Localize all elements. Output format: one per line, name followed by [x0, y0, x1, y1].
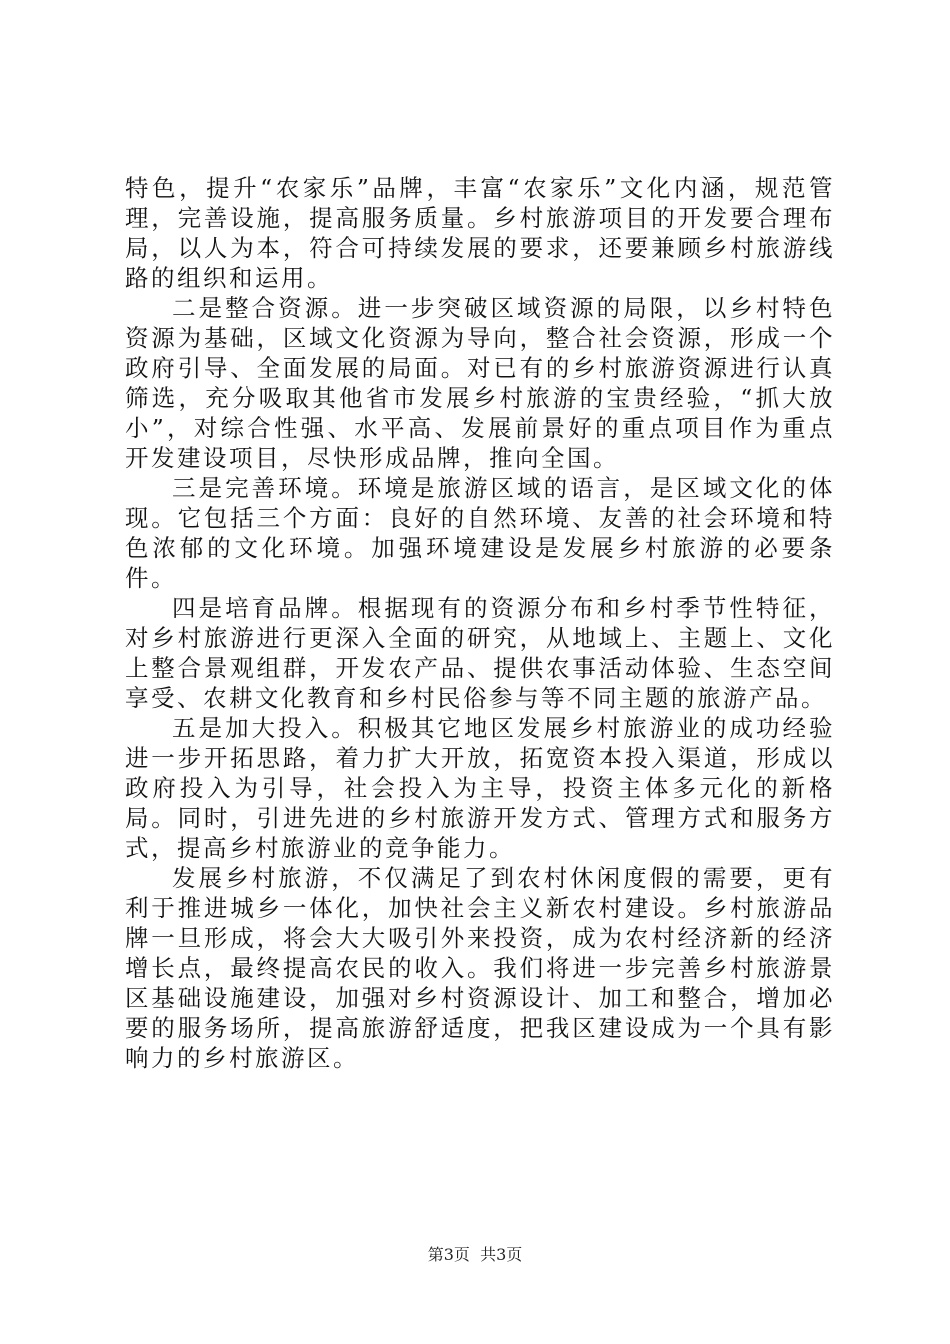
document-body: [125, 173, 835, 1073]
paragraph-increase-investment: 五是加大投入。积极其它地区发展乡村旅游业的成功经验进一步开拓思路，着力扩大开放，拓宽资本投入渠道，形成以政府投入为引导，社会投入为主导，投资主体多元化的新格局。同时，引进先进的乡村旅游开发方式、管理方式和服务方式，提高乡村旅游业的竞争能力。: [125, 714, 835, 862]
paragraph-conclusion: 发展乡村旅游，不仅满足了到农村休闲度假的需要，更有利于推进城乡一体化，加快社会主义新农村建设。乡村旅游品牌一旦形成，将会大大吸引外来投资，成为农村经济新的经济增长点，最终提高农民的收入。我们将进一步完善乡村旅游景区基础设施建设，加强对乡村资源设计、加工和整合，增加必要的服务场所，提高旅游舒适度，把我区建设成为一个具有影响力的乡村旅游区。: [125, 864, 835, 1072]
page-number-label: 第3页 共3页: [427, 1245, 523, 1264]
paragraph-improve-environment: 三是完善环境。环境是旅游区域的语言，是区域文化的体现。它包括三个方面：良好的自然环境、友善的社会环境和特色浓郁的文化环境。加强环境建设是发展乡村旅游的必要条件。: [125, 474, 835, 592]
paragraph-cultivate-brand: 四是培育品牌。根据现有的资源分布和乡村季节性特征，对乡村旅游进行更深入全面的研究，从地域上、主题上、文化上整合景观组群，开发农产品、提供农事活动体验、生态空间享受、农耕文化教育和乡村民俗参与等不同主题的旅游产品。: [125, 594, 835, 712]
page-footer: [0, 1245, 950, 1265]
paragraph-continuation: 特色，提升“农家乐”品牌，丰富“农家乐”文化内涵，规范管理，完善设施，提高服务质量。乡村旅游项目的开发要合理布局，以人为本，符合可持续发展的要求，还要兼顾乡村旅游线路的组织和运用。: [125, 174, 835, 292]
paragraph-integrate-resources: 二是整合资源。进一步突破区域资源的局限，以乡村特色资源为基础，区域文化资源为导向，整合社会资源，形成一个政府引导、全面发展的局面。对已有的乡村旅游资源进行认真筛选，充分吸取其他省市发展乡村旅游的宝贵经验，“抓大放小”，对综合性强、水平高、发展前景好的重点项目作为重点开发建设项目，尽快形成品牌，推向全国。: [125, 294, 835, 472]
